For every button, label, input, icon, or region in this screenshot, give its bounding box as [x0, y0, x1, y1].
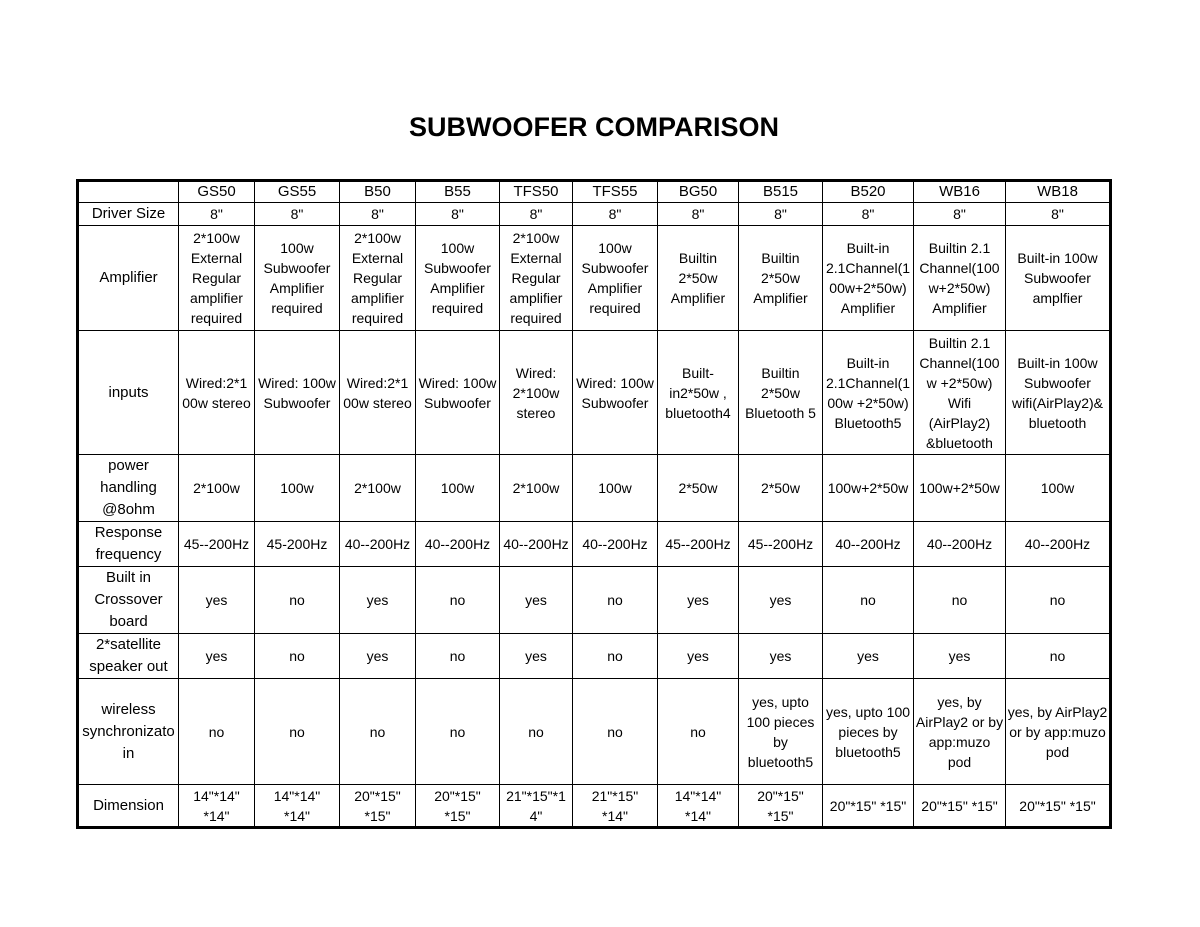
- cell-text: Builtin 2.1 Channel(100 w+2*50w) Amplifier: [919, 240, 1000, 316]
- table-cell: [416, 522, 500, 567]
- cell-text: 2*100w: [193, 480, 240, 496]
- table-cell: [823, 634, 914, 679]
- cell-text: 20"*15" *15": [921, 797, 998, 814]
- cell-text: 8": [529, 206, 543, 222]
- cell-text: 20"*15" *15": [434, 787, 481, 824]
- table-cell: [340, 522, 416, 567]
- cell-text: 8": [774, 206, 787, 222]
- cell-text: no: [607, 592, 623, 608]
- cell-text: 45--200Hz: [747, 536, 814, 552]
- table-cell: [500, 331, 573, 455]
- cell-text: 40--200Hz: [835, 536, 901, 552]
- table-cell: [416, 203, 500, 226]
- row-label-text: Driver Size: [91, 205, 166, 222]
- page-title: SUBWOOFER COMPARISON: [409, 112, 779, 142]
- cell-text: no: [860, 592, 876, 608]
- table-cell: [739, 522, 823, 567]
- column-header-b520: B520: [823, 181, 914, 203]
- table-cell: [739, 226, 823, 331]
- table-cell: [500, 567, 573, 634]
- table-cell: [573, 634, 658, 679]
- row-label-text: Response frequency: [94, 524, 163, 563]
- cell-text: 2*100w External Regular amplifier required: [190, 230, 243, 326]
- table-cell: [416, 226, 500, 331]
- cell-text: 8": [210, 206, 223, 222]
- cell-text: 100w: [280, 480, 314, 496]
- table-cell: [914, 567, 1006, 634]
- table-cell: [179, 679, 255, 785]
- comparison-table: [76, 179, 1112, 829]
- cell-text: yes: [366, 648, 389, 664]
- table-cell: [914, 785, 1006, 828]
- cell-text: 45--200Hz: [183, 536, 250, 552]
- table-cell: [823, 331, 914, 455]
- cell-text: yes: [769, 592, 792, 608]
- table-row: [78, 331, 1111, 455]
- table-row: [78, 567, 1111, 634]
- table-cell: [416, 785, 500, 828]
- column-header-gs50: GS50: [179, 181, 255, 203]
- table-cell: [1006, 634, 1111, 679]
- column-header-tfs50: TFS50: [500, 181, 573, 203]
- cell-text: 8": [1051, 206, 1064, 222]
- cell-text: 100w: [440, 480, 475, 496]
- cell-text: Wired: 2*100w stereo: [512, 364, 560, 421]
- table-cell: [500, 226, 573, 331]
- table-cell: [179, 226, 255, 331]
- table-corner-cell: [78, 181, 179, 203]
- cell-text: 20"*15" *15": [829, 797, 907, 814]
- table-cell: [416, 455, 500, 522]
- table-cell: [658, 455, 739, 522]
- table-cell: [340, 331, 416, 455]
- table-cell: [255, 522, 340, 567]
- column-header-b515: B515: [739, 181, 823, 203]
- cell-text: 8": [290, 206, 304, 222]
- cell-text: no: [208, 723, 225, 740]
- table-row: [78, 634, 1111, 679]
- table-row: [78, 203, 1111, 226]
- table-cell: [1006, 226, 1111, 331]
- table-cell: [739, 455, 823, 522]
- table-cell: [179, 331, 255, 455]
- cell-text: 2*50w: [761, 480, 800, 496]
- cell-text: Builtin 2.1 Channel(100 w +2*50w) Wifi (AirPlay2) &bluetooth: [919, 334, 1000, 451]
- table-cell: [179, 455, 255, 522]
- table-cell: [573, 331, 658, 455]
- table-cell: [658, 679, 739, 785]
- column-header-bg50: BG50: [658, 181, 739, 203]
- cell-text: yes: [687, 648, 709, 664]
- row-label-text: power handling @8ohm: [100, 457, 157, 518]
- table-cell: [340, 567, 416, 634]
- table-cell: [823, 785, 914, 828]
- cell-text: Wired:2*1 00w stereo: [343, 374, 412, 411]
- table-cell: [658, 785, 739, 828]
- cell-text: Wired:2*1 00w stereo: [182, 374, 251, 411]
- cell-text: Built-in 2.1Channel(1 00w +2*50w) Bluetooth5: [825, 354, 911, 431]
- cell-text: 40--200Hz: [926, 536, 993, 552]
- table-cell: [500, 785, 573, 828]
- table-cell: [416, 567, 500, 634]
- cell-text: Built-in 2.1Channel(1 00w+2*50w) Amplifier: [825, 240, 911, 316]
- cell-text: no: [607, 723, 623, 740]
- table-cell: [573, 226, 658, 331]
- cell-text: no: [1049, 648, 1066, 664]
- cell-text: yes: [857, 648, 879, 664]
- cell-text: 8": [953, 206, 966, 222]
- table-cell: [179, 567, 255, 634]
- cell-text: 100w Subwoofer Amplifier required: [581, 240, 649, 316]
- table-cell: [658, 522, 739, 567]
- table-cell: [416, 634, 500, 679]
- table-cell: [658, 226, 739, 331]
- table-cell: [179, 522, 255, 567]
- row-label: [78, 522, 179, 567]
- table-row: [78, 679, 1111, 785]
- cell-text: 8": [371, 206, 384, 222]
- cell-text: no: [607, 648, 623, 664]
- table-cell: [340, 226, 416, 331]
- column-header-wb18: WB18: [1006, 181, 1111, 203]
- table-cell: [340, 203, 416, 226]
- cell-text: 45-200Hz: [266, 536, 328, 552]
- cell-text: 40--200Hz: [344, 536, 411, 552]
- cell-text: no: [951, 592, 968, 608]
- cell-text: 40--200Hz: [503, 536, 569, 552]
- table-cell: [739, 679, 823, 785]
- table-cell: [340, 785, 416, 828]
- cell-text: yes: [205, 592, 228, 608]
- table-cell: [500, 203, 573, 226]
- table-cell: [255, 226, 340, 331]
- cell-text: 21"*15"*1 4": [506, 787, 566, 824]
- cell-text: 20"*15" *15": [354, 787, 401, 824]
- table-cell: [658, 567, 739, 634]
- table-cell: [1006, 522, 1111, 567]
- table-cell: [255, 203, 340, 226]
- table-cell: [658, 634, 739, 679]
- table-cell: [823, 203, 914, 226]
- cell-text: no: [289, 592, 305, 608]
- cell-text: yes, upto 100 pieces by bluetooth5: [825, 703, 911, 760]
- cell-text: 8": [861, 206, 875, 222]
- table-cell: [739, 634, 823, 679]
- cell-text: yes, upto 100 pieces by bluetooth5: [746, 693, 815, 770]
- table-cell: [255, 331, 340, 455]
- table-cell: [823, 455, 914, 522]
- column-header-tfs55: TFS55: [573, 181, 658, 203]
- cell-text: no: [369, 723, 386, 740]
- cell-text: Wired: 100w Subwoofer: [576, 374, 654, 411]
- table-cell: [573, 522, 658, 567]
- cell-text: 2*100w: [512, 480, 560, 496]
- cell-text: 45--200Hz: [665, 536, 731, 552]
- row-label: [78, 331, 179, 455]
- cell-text: 2*100w: [354, 480, 401, 496]
- table-cell: [914, 634, 1006, 679]
- table-row: [78, 226, 1111, 331]
- table-cell: [1006, 785, 1111, 828]
- table-cell: [255, 634, 340, 679]
- table-row: [78, 522, 1111, 567]
- table-cell: [179, 203, 255, 226]
- table-cell: [500, 522, 573, 567]
- cell-text: 100w: [598, 480, 632, 496]
- cell-text: 20"*15" *15": [1019, 797, 1096, 814]
- cell-text: Built-in 100w Subwoofer wifi(AirPlay2)& bluetooth: [1011, 354, 1103, 431]
- cell-text: yes: [205, 648, 228, 664]
- table-cell: [255, 679, 340, 785]
- cell-text: 40--200Hz: [1024, 536, 1091, 552]
- table-cell: [179, 785, 255, 828]
- table-cell: [658, 203, 739, 226]
- table-body: [78, 203, 1111, 828]
- table-cell: [739, 203, 823, 226]
- row-label: [78, 455, 179, 522]
- table-cell: [1006, 455, 1111, 522]
- cell-text: yes: [525, 592, 547, 608]
- table-cell: [573, 455, 658, 522]
- cell-text: no: [1049, 592, 1066, 608]
- cell-text: no: [528, 723, 544, 740]
- table-cell: [573, 203, 658, 226]
- table-cell: [179, 634, 255, 679]
- cell-text: Builtin 2*50w Amplifier: [670, 250, 726, 306]
- table-cell: [416, 331, 500, 455]
- cell-text: 8": [608, 206, 622, 222]
- table-cell: [340, 455, 416, 522]
- table-cell: [914, 679, 1006, 785]
- table-cell: [255, 785, 340, 828]
- table-cell: [823, 522, 914, 567]
- cell-text: Builtin 2*50w Amplifier: [753, 250, 808, 306]
- cell-text: yes: [687, 592, 709, 608]
- row-label-text: wireless synchronizato in: [82, 700, 175, 762]
- cell-text: no: [449, 648, 466, 664]
- cell-text: yes: [525, 648, 547, 664]
- table-header-row: [78, 181, 1111, 203]
- table-cell: [500, 634, 573, 679]
- row-label-text: Dimension: [93, 796, 164, 814]
- cell-text: Built- in2*50w , bluetooth4: [665, 364, 731, 421]
- table-cell: [823, 226, 914, 331]
- table-cell: [500, 455, 573, 522]
- table-cell: [573, 679, 658, 785]
- cell-text: 14"*14" *14": [193, 787, 240, 824]
- cell-text: 21"*15" *14": [591, 787, 639, 824]
- table-cell: [914, 455, 1006, 522]
- table-cell: [340, 634, 416, 679]
- cell-text: 2*50w: [678, 480, 718, 496]
- cell-text: no: [690, 723, 706, 740]
- table-cell: [739, 785, 823, 828]
- table-cell: [739, 331, 823, 455]
- column-header-wb16: WB16: [914, 181, 1006, 203]
- table-row: [78, 785, 1111, 828]
- cell-text: no: [449, 723, 466, 740]
- table-cell: [914, 522, 1006, 567]
- table-cell: [416, 679, 500, 785]
- table-row: [78, 455, 1111, 522]
- table-cell: [658, 331, 739, 455]
- cell-text: yes: [366, 592, 389, 608]
- row-label: [78, 567, 179, 634]
- cell-text: 8": [691, 206, 705, 222]
- cell-text: 20"*15" *15": [757, 787, 804, 824]
- table-cell: [573, 785, 658, 828]
- table-cell: [340, 679, 416, 785]
- table-cell: [823, 679, 914, 785]
- row-label-text: Built in Crossover board: [94, 569, 163, 630]
- column-header-b50: B50: [340, 181, 416, 203]
- row-label-text: 2*satellite speaker out: [89, 636, 168, 675]
- table-cell: [255, 455, 340, 522]
- table-cell: [823, 567, 914, 634]
- table-cell: [914, 226, 1006, 331]
- column-header-b55: B55: [416, 181, 500, 203]
- cell-text: 100w Subwoofer Amplifier required: [263, 240, 331, 316]
- cell-text: 100w+2*50w: [919, 480, 1000, 496]
- row-label-text: Amplifier: [99, 269, 158, 286]
- table-cell: [500, 679, 573, 785]
- row-label: [78, 634, 179, 679]
- cell-text: 40--200Hz: [424, 536, 491, 552]
- table-cell: [914, 203, 1006, 226]
- cell-text: no: [449, 592, 466, 608]
- table-cell: [1006, 203, 1111, 226]
- table-cell: [255, 567, 340, 634]
- cell-text: 14"*14" *14": [273, 787, 321, 824]
- row-label: [78, 226, 179, 331]
- cell-text: 8": [451, 206, 464, 222]
- cell-text: yes: [948, 648, 971, 664]
- table-cell: [1006, 331, 1111, 455]
- cell-text: 14"*14" *14": [674, 787, 722, 824]
- table-cell: [1006, 679, 1111, 785]
- cell-text: Wired: 100w Subwoofer: [258, 374, 336, 411]
- table-cell: [739, 567, 823, 634]
- cell-text: 100w+2*50w: [827, 480, 909, 496]
- row-label: [78, 679, 179, 785]
- cell-text: Built-in 100w Subwoofer amplfier: [1017, 250, 1098, 306]
- cell-text: no: [289, 648, 305, 664]
- column-header-gs55: GS55: [255, 181, 340, 203]
- cell-text: 100w Subwoofer Amplifier required: [424, 240, 491, 316]
- row-label-text: inputs: [108, 383, 149, 401]
- table-cell: [914, 331, 1006, 455]
- cell-text: no: [289, 723, 305, 740]
- cell-text: 2*100w External Regular amplifier required: [351, 230, 404, 326]
- cell-text: Wired: 100w Subwoofer: [418, 374, 497, 411]
- table-cell: [573, 567, 658, 634]
- row-label: [78, 785, 179, 828]
- cell-text: 40--200Hz: [582, 536, 648, 552]
- cell-text: 2*100w External Regular amplifier required: [509, 230, 563, 326]
- cell-text: yes: [769, 648, 792, 664]
- cell-text: 100w: [1040, 480, 1075, 496]
- table-cell: [1006, 567, 1111, 634]
- cell-text: Builtin 2*50w Bluetooth 5: [745, 364, 816, 421]
- cell-text: yes, by AirPlay2 or by app:muzo pod: [915, 693, 1004, 770]
- cell-text: yes, by AirPlay2 or by app:muzo pod: [1007, 703, 1108, 760]
- row-label: [78, 203, 179, 226]
